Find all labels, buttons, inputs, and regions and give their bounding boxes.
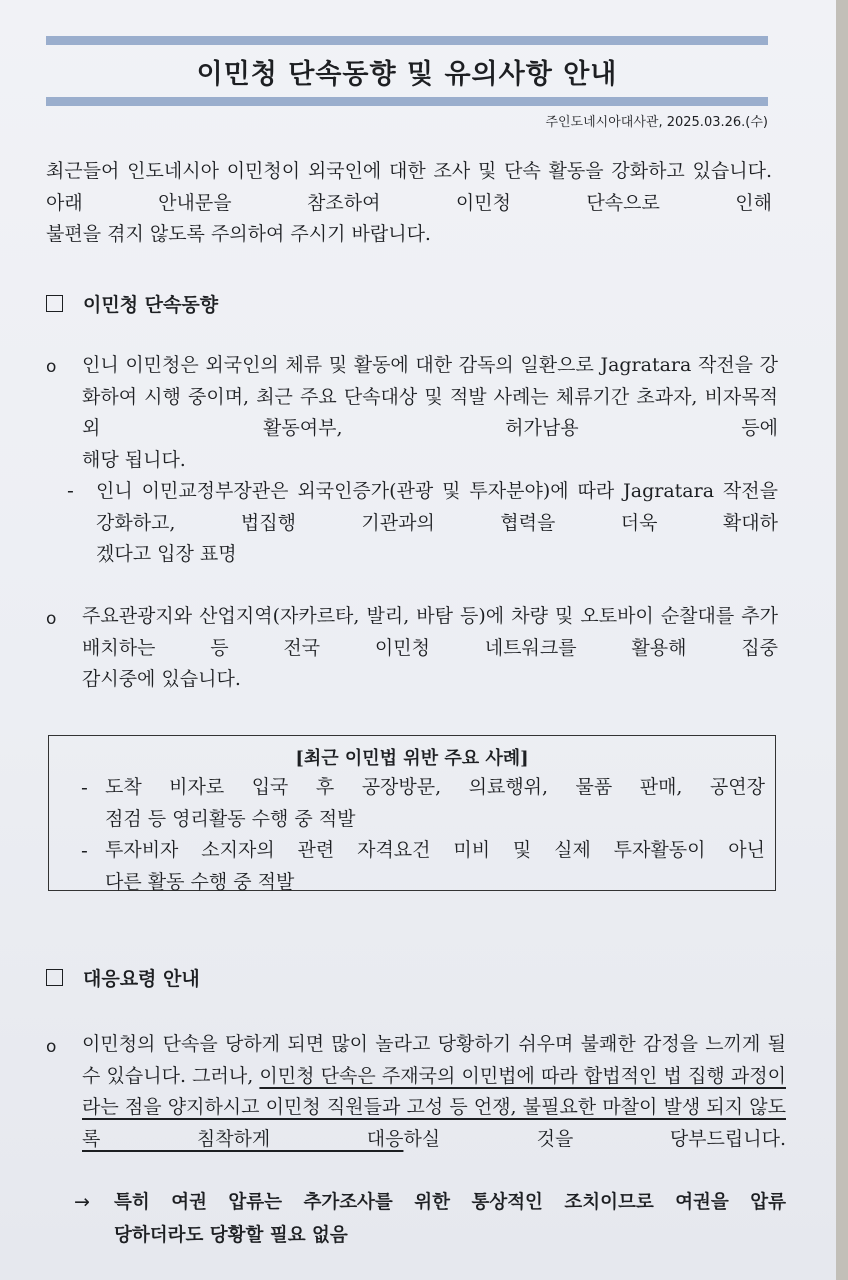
section2-item1-tail: 하실 것을 당부드립니다.: [403, 1127, 786, 1150]
intro-text: 최근들어 인도네시아 이민청이 외국인에 대한 조사 및 단속 활동을 강화하고 있습니다. 아래 안내문을 참조하여 이민청 단속으로 인해: [46, 160, 772, 214]
dash-icon: -: [81, 840, 88, 862]
section1-heading-text: 이민청 단속동향: [83, 294, 219, 316]
intro-paragraph: [46, 156, 772, 251]
case1-text: 도착 비자로 입국 후 공장방문, 의료행위, 물품 판매, 공연장: [105, 776, 765, 798]
document-title: 이민청 단속동향 및 유의사항 안내: [196, 59, 618, 90]
case-item-2: [105, 835, 765, 898]
violation-cases-box: [48, 735, 776, 891]
intro-text-last: 불편을 겪지 않도록 주의하여 주시기 바랍니다.: [46, 223, 431, 245]
section1-item1-last: 해당 됩니다.: [82, 448, 186, 471]
dash-icon: -: [81, 777, 88, 799]
issuer-date: 주인도네시아대사관, 2025.03.26.(수): [545, 115, 768, 130]
checkbox-square-icon: [46, 969, 63, 986]
section2-item1: [82, 1029, 786, 1155]
section1-item2-text: 주요관광지와 산업지역(자카르타, 발리, 바탐 등)에 차량 및 오토바이 순찰대를 추가 배치하는 등 전국 이민청 네트워크를 활용해 집중: [82, 605, 778, 659]
case1-last: 점검 등 영리활동 수행 중 적발: [105, 807, 356, 830]
dash-icon: -: [67, 480, 74, 502]
section1-item1-text: 인니 이민청은 외국인의 체류 및 활동에 대한 감독의 일환으로 Jagratara 작전을 강화하여 시행 중이며, 최근 주요 단속대상 및 적발 사례는 체류기간 초과자, 비자목적 외 활동여부, 허가남용 등에: [82, 354, 778, 439]
section2-heading: [46, 964, 200, 991]
section2-item1-lead: 이민청의 단속을 당하게 되면 많이 놀라고 당황하기 쉬우며 불쾌한 감정을 느끼게 될 수 있습니다. 그러나,: [82, 1033, 786, 1087]
arrow-icon: →: [74, 1191, 90, 1213]
passport-note-last: 당하더라도 당황할 필요 없음: [114, 1225, 348, 1246]
section1-sub1: [96, 476, 778, 571]
title-bottom-rule: [46, 97, 768, 106]
passport-note-text: 특히 여권 압류는 추가조사를 위한 통상적인 조치이므로 여권을 압류: [114, 1192, 786, 1213]
section2-heading-text: 대응요령 안내: [83, 968, 200, 990]
section1-sub1-text: 인니 이민교정부장관은 외국인증가(관광 및 투자분야)에 따라 Jagratara 작전을 강화하고, 법집행 기관과의 협력을 더욱 확대하: [96, 480, 778, 534]
case2-text: 투자비자 소지자의 관련 자격요건 미비 및 실제 투자활동이 아닌: [105, 839, 765, 861]
section1-item2-last: 감시중에 있습니다.: [82, 668, 241, 690]
case2-last: 다른 활동 수행 중 적발: [105, 870, 295, 893]
bullet-icon: o: [46, 609, 57, 629]
title-top-rule: [46, 36, 768, 45]
checkbox-square-icon: [46, 295, 63, 312]
cases-title: [최근 이민법 위반 주요 사례]: [295, 748, 529, 769]
section2-item1-underlined: 이민청 단속은 주재국의 이민법에 따라 합법적인 법 집행 과정이라는 점을 양지하시고 이민청 직원들과 고성 등 언쟁, 불필요한 마찰이 발생 되지 않도록 침착하게 대응: [82, 1064, 786, 1150]
page-edge: [836, 0, 848, 1280]
section1-sub1-last: 겠다고 입장 표명: [96, 543, 237, 565]
section1-item1: [82, 350, 778, 476]
section1-heading: [46, 290, 218, 317]
section1-item2: [82, 601, 778, 696]
case-item-1: [105, 772, 765, 835]
bullet-icon: o: [46, 357, 57, 377]
passport-note: [114, 1186, 786, 1252]
bullet-icon: o: [46, 1037, 57, 1057]
